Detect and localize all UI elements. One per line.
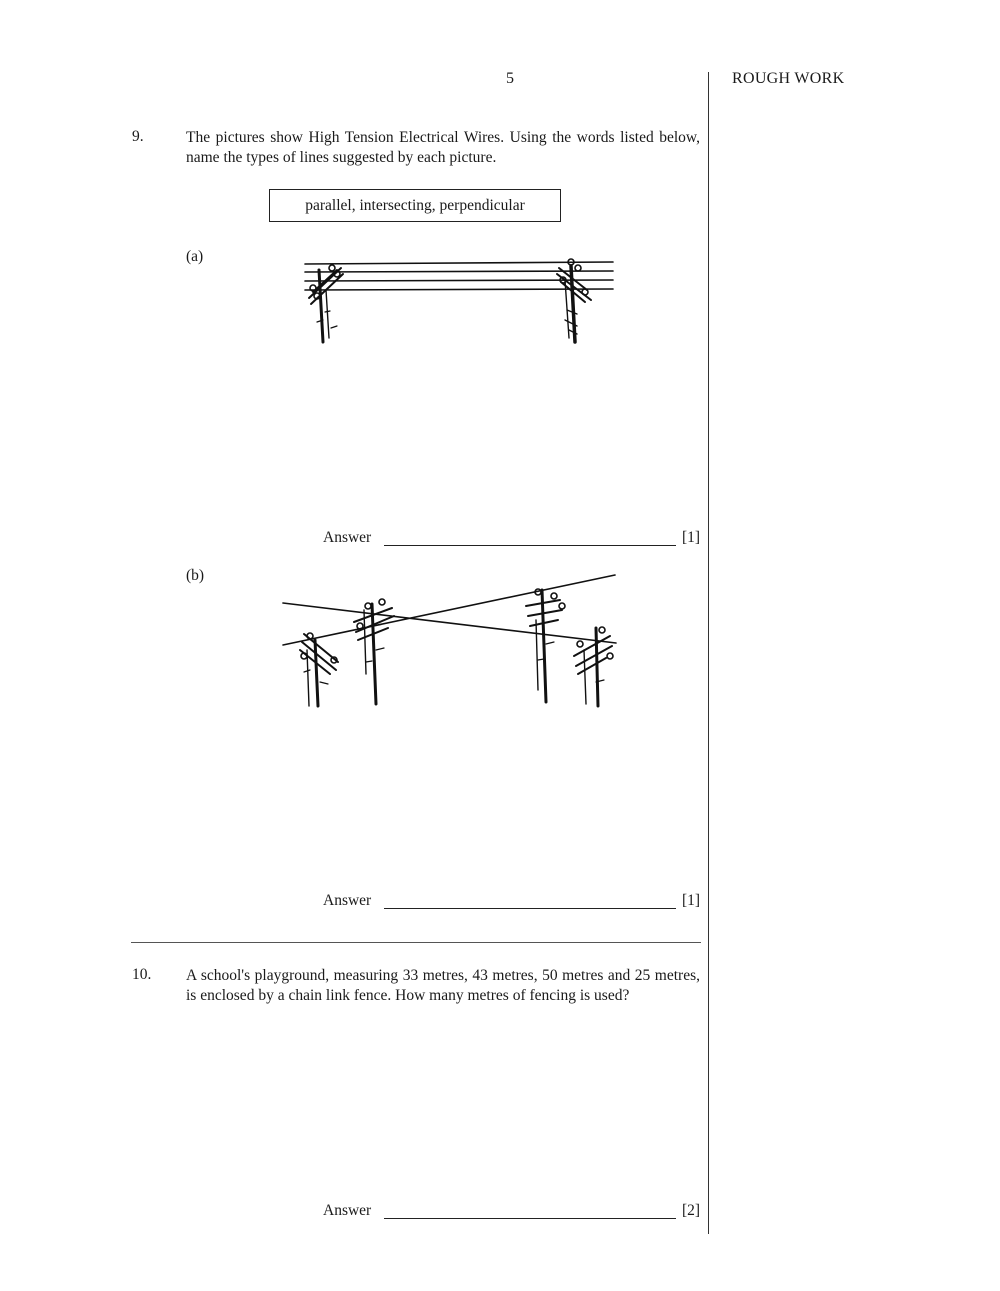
part-b-marks: [1]: [682, 892, 701, 909]
intersecting-power-lines-icon: [280, 570, 620, 710]
question-9-number: 9.: [132, 128, 144, 145]
page-number: 5: [506, 70, 514, 87]
part-a-answer-field[interactable]: [384, 545, 676, 546]
part-b-answer-label: Answer: [323, 892, 372, 909]
q10-answer-field[interactable]: [384, 1218, 676, 1219]
word-list-box: parallel, intersecting, perpendicular: [269, 189, 561, 222]
rough-work-divider: [708, 72, 709, 1234]
rough-work-heading: ROUGH WORK: [732, 70, 845, 87]
part-b-label: (b): [186, 567, 205, 584]
part-a-answer-label: Answer: [323, 529, 372, 546]
q10-marks: [2]: [682, 1202, 701, 1219]
question-10-number: 10.: [132, 966, 152, 983]
part-b-answer-field[interactable]: [384, 908, 676, 909]
parallel-power-lines-icon: [295, 250, 625, 350]
q10-answer-label: Answer: [323, 1202, 372, 1219]
part-a-label: (a): [186, 248, 204, 265]
question-10-text: A school's playground, measuring 33 metres, 43 metres, 50 metres and 25 metres, is enclosed by a chain link fence. How many metres of fencing is used?: [186, 967, 700, 1004]
question-separator: [131, 942, 701, 943]
part-a-marks: [1]: [682, 529, 701, 546]
question-9-text: The pictures show High Tension Electrical Wires. Using the words listed below, name the types of lines suggested by each picture.: [186, 129, 700, 166]
